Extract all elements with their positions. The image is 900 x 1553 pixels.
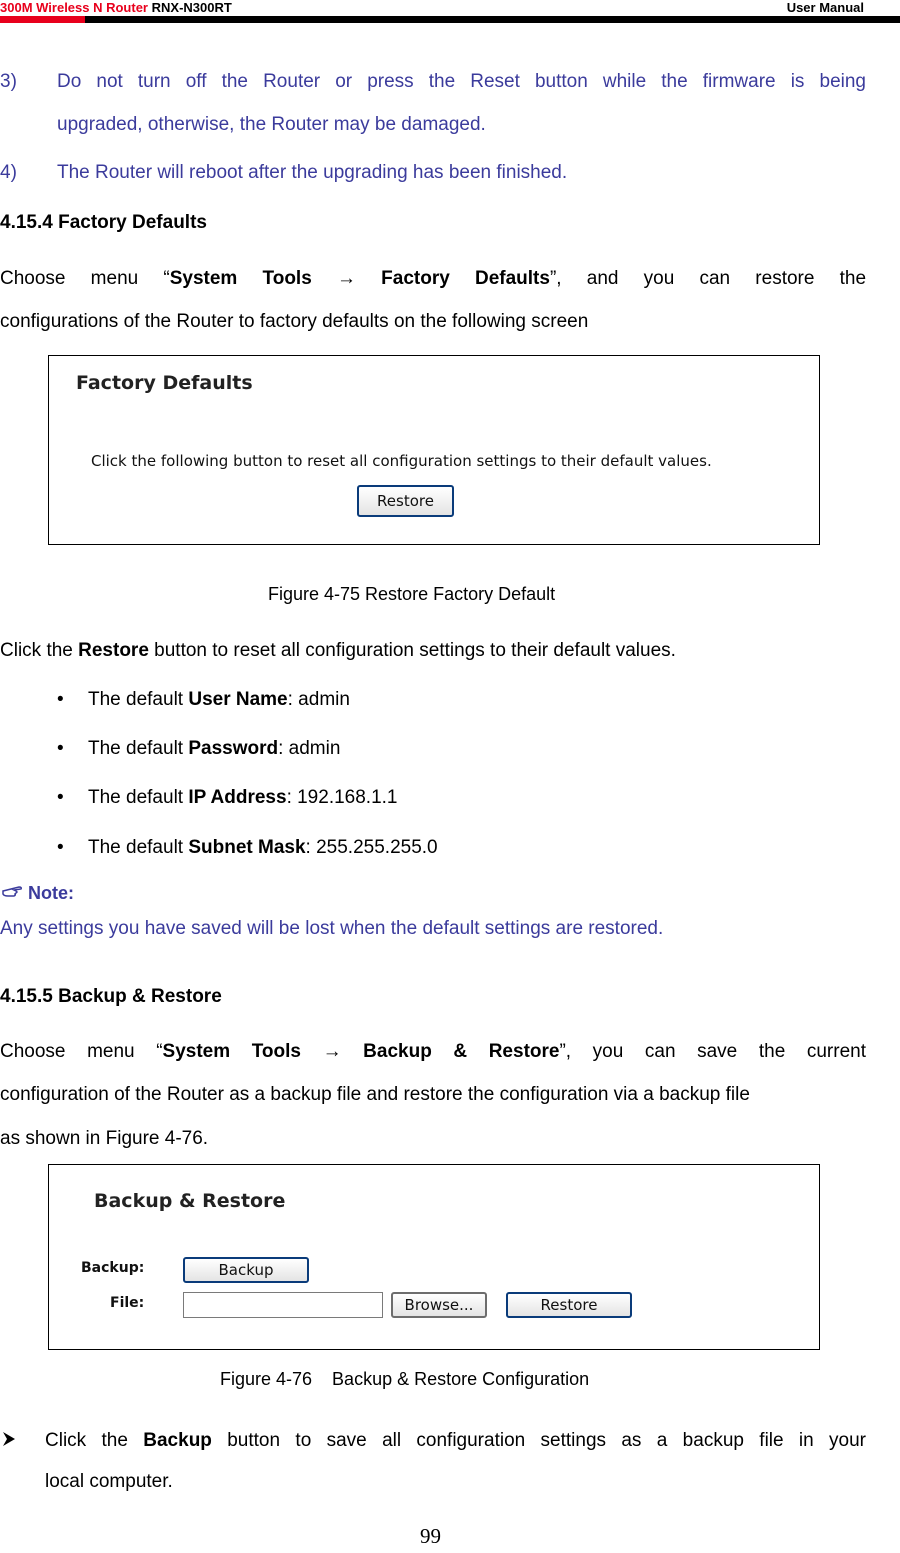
item-3-line-1: Do not turn off the Router or press the Reset button while the firmware is being [57,71,866,92]
menu-factory-defaults: Factory Defaults [381,268,550,289]
backup-label: Backup: [81,1260,145,1276]
backup-point-line-2: local computer. [45,1471,173,1492]
item-4-text: The Router will reboot after the upgrading has been finished. [57,162,568,183]
header-model: RNX-N300RT [151,0,232,15]
note-label: Note: [28,883,74,903]
default-ip-address: The default IP Address: 192.168.1.1 [88,787,398,808]
item-3-number: 3) [0,71,17,92]
default-user-name: The default User Name: admin [88,689,350,710]
factory-intro-line-1: Choose menu “System Tools → Factory Defaults”, and you can restore the [0,268,867,289]
header-rule [0,16,900,23]
menu-system-tools: System Tools [162,1041,301,1062]
menu-backup-restore: Backup & Restore [363,1041,560,1062]
arrow-bullet-icon [2,1431,16,1452]
backup-intro-line-1: Choose menu “System Tools → Backup & Restore”, you can save the current [0,1041,866,1062]
note-hand-icon [2,882,24,903]
backup-button[interactable]: Backup [183,1257,309,1283]
browse-button[interactable]: Browse... [391,1292,487,1318]
factory-defaults-description: Click the following button to reset all configuration settings to their default values. [91,452,712,470]
figure-4-76-caption: Figure 4-76 Backup & Restore Configuration [220,1369,590,1389]
section-heading-factory-defaults: 4.15.4 Factory Defaults [0,212,207,233]
default-password: The default Password: admin [88,738,341,759]
backup-intro-line-2: configuration of the Router as a backup file and restore the configuration via a backup file [0,1084,750,1105]
figure-4-75-caption: Figure 4-75 Restore Factory Default [268,584,556,604]
default-subnet-mask: The default Subnet Mask: 255.255.255.0 [88,837,438,858]
restore-button[interactable]: Restore [357,485,454,517]
bullet-symbol: • [57,837,64,858]
header-rule-accent [0,16,85,23]
item-3-line-2: upgraded, otherwise, the Router may be damaged. [57,114,486,135]
header-product [0,0,232,15]
page-number: 99 [420,1524,441,1548]
bullet-symbol: • [57,787,64,808]
restore-config-button[interactable]: Restore [506,1292,632,1318]
figure-backup-restore [48,1164,820,1350]
header-product-prefix: 300M Wireless N Router [0,0,148,15]
factory-defaults-title: Factory Defaults [76,372,253,394]
section-heading-backup-restore: 4.15.5 Backup & Restore [0,986,222,1007]
menu-system-tools: System Tools [169,268,312,289]
note-text: Any settings you have saved will be lost when the default settings are restored. [0,918,664,939]
item-4-number: 4) [0,162,17,183]
factory-intro-line-2: configurations of the Router to factory defaults on the following screen [0,311,589,332]
header-manual: User Manual [786,0,864,15]
backup-point-line-1: Click the Backup button to save all configuration settings as a backup file in your [45,1430,867,1451]
file-path-input[interactable] [183,1292,383,1318]
backup-restore-title: Backup & Restore [94,1190,286,1212]
backup-intro-line-3: as shown in Figure 4-76. [0,1128,209,1149]
figure-factory-defaults [48,355,820,545]
file-label: File: [110,1295,145,1311]
bullet-symbol: • [57,689,64,710]
restore-explanation: Click the Restore button to reset all configuration settings to their default values. [0,640,676,661]
bullet-symbol: • [57,738,64,759]
